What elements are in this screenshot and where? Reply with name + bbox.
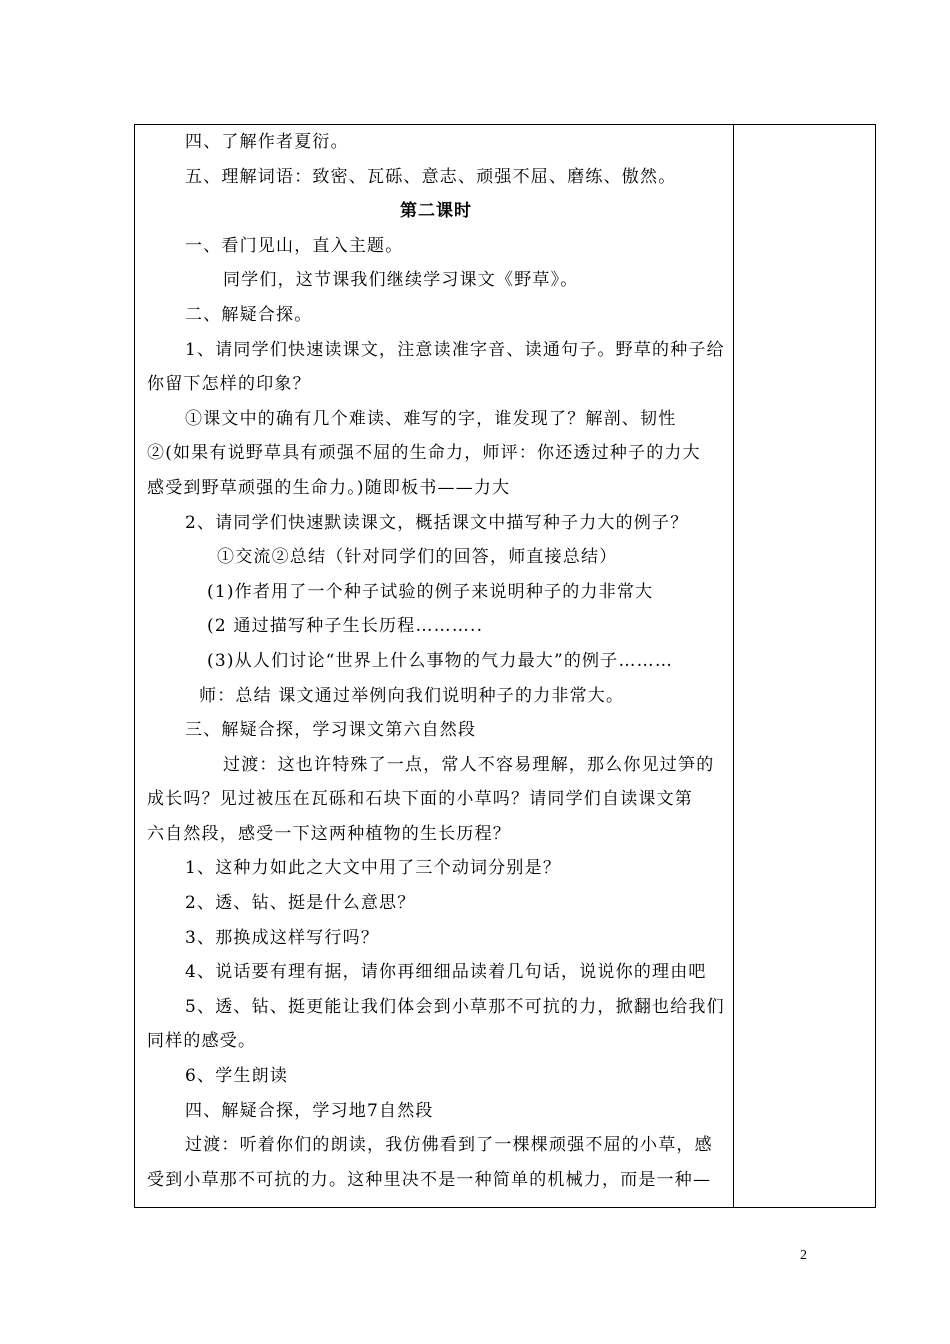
- text-line: 5、透、钻、挺更能让我们体会到小草那不可抗的力，掀翻也给我们: [185, 996, 725, 1017]
- text-line: (1)作者用了一个种子试验的例子来说明种子的力非常大: [207, 581, 654, 602]
- text-line: ①交流②总结（针对同学们的回答，师直接总结）: [217, 547, 618, 568]
- text-line: 受到小草那不可抗的力。这种里决不是一种简单的机械力，而是一种—: [147, 1169, 712, 1190]
- text-line: 过渡：听着你们的朗读，我仿佛看到了一棵棵顽强不屈的小草，感: [185, 1135, 713, 1156]
- text-line: 三、解疑合探，学习课文第六自然段: [185, 720, 477, 741]
- text-line: 四、了解作者夏衍。: [185, 132, 349, 152]
- text-line: 1、这种力如此之大文中用了三个动词分别是？: [185, 858, 562, 879]
- text-line: 一、看门见山，直入主题。: [185, 235, 404, 256]
- text-line: 五、理解词语：致密、瓦砾、意志、顽强不屈、磨练、傲然。: [185, 166, 677, 187]
- lesson-content-column: [135, 125, 733, 1197]
- text-line: (2 通过描写种子生长历程………..: [207, 616, 484, 637]
- column-divider: [733, 125, 734, 1207]
- text-line: 过渡：这也许特殊了一点，常人不容易理解，那么你见过笋的: [223, 754, 715, 775]
- text-line: ②(如果有说野草具有顽强不屈的生命力，师评：你还透过种子的力大: [147, 443, 701, 464]
- text-line: 成长吗？见过被压在瓦砾和石块下面的小草吗？请同学们自读课文第: [147, 789, 693, 810]
- text-line: 1、请同学们快速读课文，注意读准字音、读通句子。野草的种子给: [185, 339, 725, 360]
- text-line: ①课文中的确有几个难读、难写的字，谁发现了？解剖、韧性: [185, 408, 677, 429]
- text-line: 2、请同学们快速默读课文，概括课文中描写种子力大的例子？: [185, 512, 689, 533]
- page-number: 2: [800, 1248, 807, 1263]
- text-line: 你留下怎样的印象？: [147, 374, 311, 395]
- text-line: 四、解疑合探，学习地7自然段: [185, 1100, 434, 1121]
- text-line: (3)从人们讨论“世界上什么事物的气力最大”的例子………: [207, 650, 674, 671]
- text-line: 3、那换成这样写行吗？: [185, 927, 380, 948]
- text-line: 4、说话要有理有据，请你再细细品读着几句话，说说你的理由吧: [185, 962, 707, 983]
- text-line: 感受到野草顽强的生命力。)随即板书——力大: [147, 477, 511, 498]
- section-heading: 第二课时: [400, 201, 472, 222]
- text-line: 6、学生朗读: [185, 1066, 289, 1087]
- text-line: 同学们，这节课我们继续学习课文《野草》。: [223, 270, 579, 291]
- text-line: 师：总结 课文通过举例向我们说明种子的力非常大。: [199, 685, 625, 706]
- text-line: 2、透、钻、挺是什么意思？: [185, 893, 416, 914]
- text-line: 二、解疑合探。: [185, 304, 313, 325]
- text-line: 六自然段，感受一下这两种植物的生长历程？: [147, 823, 511, 844]
- lesson-plan-table: [134, 124, 876, 1208]
- text-line: 同样的感受。: [147, 1031, 257, 1052]
